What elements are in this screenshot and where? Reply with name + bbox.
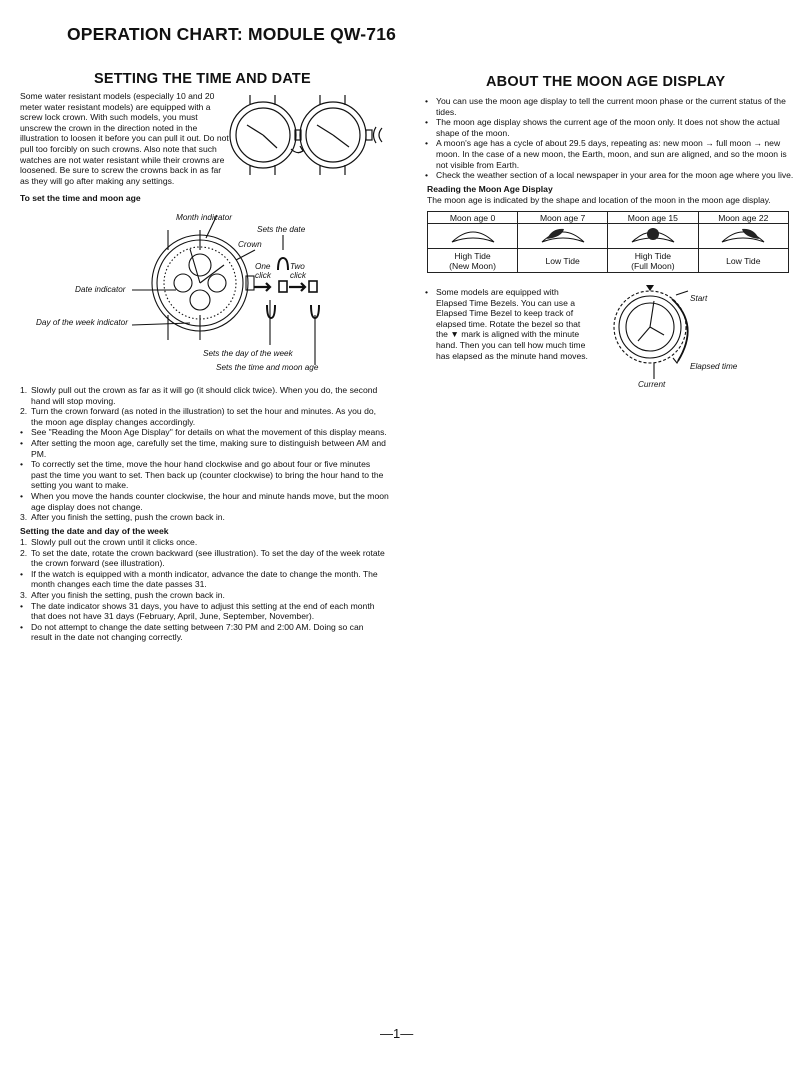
page-number: —1— <box>380 1026 414 1041</box>
list-item: • Do not attempt to change the date setting between 7:30 PM and 2:00 AM. Doing so can result in the date not changing correctly. <box>20 621 364 643</box>
label-two-click: Two click <box>290 262 306 280</box>
list-item: 3. After you finish the setting, push the crown back in. <box>20 512 225 523</box>
left-heading: SETTING THE TIME AND DATE <box>94 71 311 87</box>
tide-cell: High Tide (Full Moon) <box>608 249 698 273</box>
date-steps-list <box>20 537 390 643</box>
time-steps-list <box>20 385 390 523</box>
list-item: 3. After you finish the setting, push the crown back in. <box>20 589 225 600</box>
moon-age-header: Moon age 0 <box>428 212 518 224</box>
label-sets-day: Sets the day of the week <box>203 349 293 358</box>
moon-age-header: Moon age 15 <box>608 212 698 224</box>
tide-cell: Low Tide <box>518 249 608 273</box>
label-date-indicator: Date indicator <box>75 285 126 294</box>
list-item: • Check the weather section of a local newspaper in your area for the moon age where you live. <box>425 170 794 181</box>
intro-paragraph: Some water resistant models (especially 10 and 20 meter water resistant models) are equipped with a screw lock crown. With such models, you must unscrew the crown in the direction noted in the illustration to loosen it before you can pull it out. Do not pull too forcibly on such crowns. Also note that such watches are not water resistant while their crowns are loosened. Be sure to screw the crowns back in as far as they will go after making any settings. <box>20 91 229 186</box>
reading-text: The moon age is indicated by the shape and location of the moon in the moon age display. <box>427 195 771 205</box>
list-item: 1. Slowly pull out the crown as far as it will go (it should click twice). When you do, the second hand will stop moving. <box>20 385 378 406</box>
subheading-time-moon: To set the time and moon age <box>20 193 141 203</box>
tide-cell: Low Tide <box>698 249 788 273</box>
label-month-indicator: Month indicator <box>176 213 232 222</box>
label-start: Start <box>690 294 708 303</box>
moon-display-age-15 <box>608 224 698 249</box>
tide-cell: High Tide (New Moon) <box>428 249 518 273</box>
list-item: • A moon's age has a cycle of about 29.5 days, repeating as: new moon → full moon → new moon. In the case of a new moon, the Earth, moon, and sun are aligned, and so the moon is not visible from Earth. <box>425 138 787 170</box>
list-item: • The date indicator shows 31 days, you have to adjust this setting at the end of each month that does not have 31 days (February, April, June, September, November). <box>20 600 375 622</box>
list-item: 1. Slowly pull out the crown until it clicks once. <box>20 537 198 547</box>
label-day-of-week-indicator: Day of the week indicator <box>36 318 128 327</box>
moon-age-table <box>427 211 789 273</box>
moon-display-icon <box>538 224 588 246</box>
reading-heading: Reading the Moon Age Display <box>427 184 553 194</box>
list-item: • See "Reading the Moon Age Display" for details on what the movement of this display means. <box>20 427 387 438</box>
module-diagram <box>0 205 420 375</box>
list-item: • To correctly set the time, move the hour hand clockwise and go about four or five minutes past the time you want to set. Then back up (counter clockwise) to bring the hour hand to the setting you want to make. <box>20 459 384 491</box>
label-one-click: One click <box>255 262 271 280</box>
moon-bullets-list <box>425 96 795 181</box>
label-sets-date: Sets the date <box>257 225 306 234</box>
moon-display-icon <box>448 224 498 246</box>
label-crown: Crown <box>238 240 262 249</box>
moon-display-age-22 <box>698 224 788 249</box>
list-item: • After setting the moon age, carefully set the time, making sure to distinguish between AM and PM. <box>20 437 386 459</box>
screw-lock-crown-illustration <box>225 93 390 178</box>
list-item: • The moon age display shows the current age of the moon only. It does not show the actual shape of the moon. <box>425 117 780 138</box>
subheading-date-day: Setting the date and day of the week <box>20 526 169 536</box>
list-item: • You can use the moon age display to tell the current moon phase or the current status of the tides. <box>425 96 786 117</box>
right-heading: ABOUT THE MOON AGE DISPLAY <box>486 74 726 90</box>
list-item: 2. To set the date, rotate the crown backward (see illustration). To set the day of the week rotate the crown forward (see illustration). <box>20 547 385 569</box>
moon-display-icon <box>718 224 768 246</box>
list-item: • When you move the hands counter clockwise, the hour and minute hands move, but the moon age display does not change. <box>20 490 389 512</box>
moon-age-header: Moon age 7 <box>518 212 608 224</box>
bezel-paragraph: • Some models are equipped with Elapsed Time Bezels. You can use a Elapsed Time Bezel to keep track of elapsed time. Rotate the bezel so that the ▼ mark is aligned with the minute hand. Then you can tell how much time has elapsed as the minute hand moves. <box>425 287 588 361</box>
label-sets-time: Sets the time and moon age <box>216 363 319 372</box>
label-current: Current <box>638 380 666 389</box>
list-item: • If the watch is equipped with a month indicator, advance the date to change the month. The month changes each time the date passes 31. <box>20 568 378 590</box>
page-title: OPERATION CHART: MODULE QW-716 <box>67 24 397 44</box>
moon-display-icon <box>628 224 678 246</box>
moon-display-age-7 <box>518 224 608 249</box>
list-item: 2. Turn the crown forward (as noted in the illustration) to set the hour and minutes. As you do, the moon age display changes accordingly. <box>20 406 377 427</box>
moon-age-header: Moon age 22 <box>698 212 788 224</box>
moon-display-age-0 <box>428 224 518 249</box>
label-elapsed-time: Elapsed time <box>690 362 738 371</box>
